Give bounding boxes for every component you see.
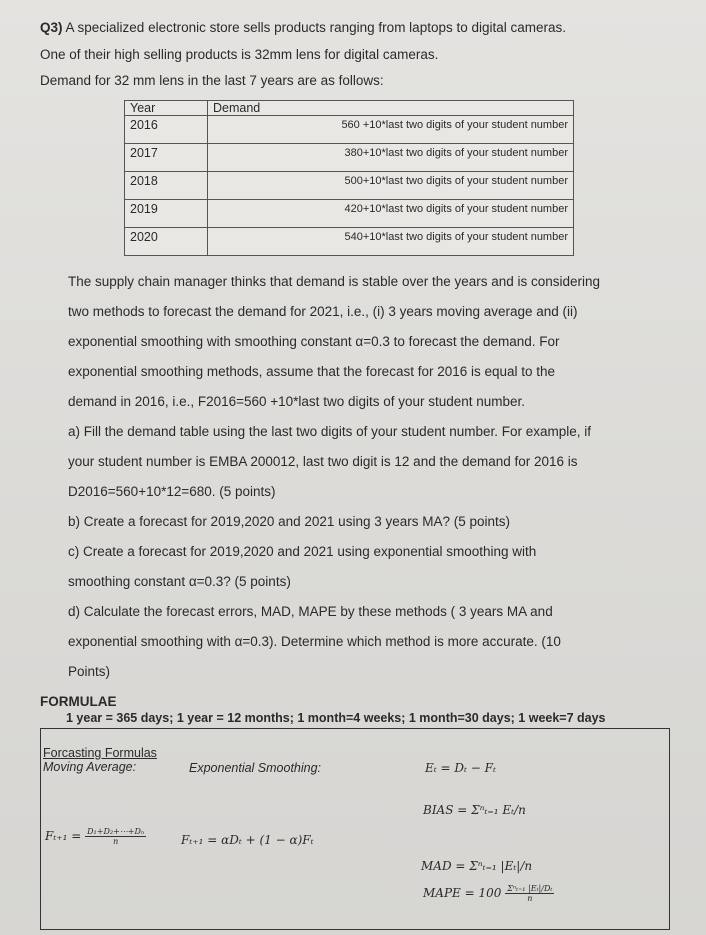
part-a-line-3: D2016=560+10*12=680. (5 points) — [68, 484, 276, 499]
table-row — [125, 200, 574, 228]
part-c-line-2: smoothing constant α=0.3? (5 points) — [68, 574, 291, 589]
moving-average-formula — [45, 827, 146, 846]
question-line-3: Demand for 32 mm lens in the last 7 years are as follows: — [40, 73, 384, 88]
question-line-1 — [40, 20, 566, 35]
demand-cell: 380+10*last two digits of your student number — [208, 144, 574, 172]
error-formula: Eₜ = Dₜ − Fₜ — [425, 761, 496, 775]
mape-left: MAPE = 100 — [423, 886, 502, 900]
forecasting-formulas-title: Forcasting Formulas — [43, 746, 157, 760]
year-cell: 2019 — [125, 200, 208, 228]
year-cell: 2020 — [125, 228, 208, 256]
mape-numerator: Σⁿₜ₌₁ |Eₜ|/Dₜ — [507, 884, 553, 893]
year-cell: 2016 — [125, 116, 208, 144]
table-header-row — [125, 101, 574, 116]
demand-cell: 420+10*last two digits of your student number — [208, 200, 574, 228]
part-d-line-3: Points) — [68, 664, 111, 679]
part-c-line-1: c) Create a forecast for 2019,2020 and 2021 using exponential smoothing with — [68, 544, 537, 559]
header-demand: Demand — [208, 101, 574, 116]
body-paragraph-1: The supply chain manager thinks that demand is stable over the years and is considering — [68, 274, 601, 289]
table-row — [125, 144, 574, 172]
body-paragraph-2: two methods to forecast the demand for 2021, i.e., (i) 3 years moving average and (ii) — [68, 304, 578, 319]
part-a-line-1: a) Fill the demand table using the last two digits of your student number. For example, if — [68, 424, 592, 439]
ma-numerator: D₁+D₂+⋯+Dₙ — [87, 827, 145, 836]
body-paragraph-5: demand in 2016, i.e., F2016=560 +10*last two digits of your student number. — [68, 394, 526, 409]
moving-average-label: Moving Average: — [43, 760, 137, 774]
mape-fraction — [505, 884, 554, 903]
mape-formula — [423, 884, 554, 903]
ma-left: Fₜ₊₁ = — [45, 829, 82, 843]
mad-formula: MAD = Σⁿₜ₌₁ |Eₜ|/n — [421, 859, 533, 873]
question-number: Q3) — [40, 20, 63, 35]
demand-cell: 500+10*last two digits of your student number — [208, 172, 574, 200]
part-a-line-2: your student number is EMBA 200012, last two digit is 12 and the demand for 2016 is — [68, 454, 578, 469]
body-paragraph-3: exponential smoothing with smoothing constant α=0.3 to forecast the demand. For — [68, 334, 560, 349]
demand-cell: 560 +10*last two digits of your student number — [208, 116, 574, 144]
question-line-2: One of their high selling products is 32mm lens for digital cameras. — [40, 47, 439, 62]
unit-conversions: 1 year = 365 days; 1 year = 12 months; 1 month=4 weeks; 1 month=30 days; 1 week=7 days — [66, 711, 606, 725]
exponential-smoothing-label: Exponential Smoothing: — [189, 761, 322, 775]
body-paragraph-4: exponential smoothing methods, assume that the forecast for 2016 is equal to the — [68, 364, 556, 379]
demand-table — [124, 100, 574, 256]
part-b-line-1: b) Create a forecast for 2019,2020 and 2021 using 3 years MA? (5 points) — [68, 514, 511, 529]
ma-fraction — [85, 827, 146, 846]
table-row — [125, 228, 574, 256]
year-cell: 2018 — [125, 172, 208, 200]
table-row — [125, 116, 574, 144]
part-d-line-1: d) Calculate the forecast errors, MAD, MAPE by these methods ( 3 years MA and — [68, 604, 553, 619]
part-d-line-2: exponential smoothing with α=0.3). Determine which method is more accurate. (10 — [68, 634, 561, 649]
mape-denominator: n — [527, 894, 533, 903]
header-year: Year — [125, 101, 208, 116]
exp-smoothing-formula: Fₜ₊₁ = αDₜ + (1 − α)Fₜ — [181, 833, 314, 847]
ma-denominator: n — [113, 837, 119, 846]
formula-box — [40, 728, 670, 930]
bias-formula: BIAS = Σⁿₜ₌₁ Eₜ/n — [423, 803, 526, 817]
formulae-heading: FORMULAE — [40, 694, 117, 709]
table-row — [125, 172, 574, 200]
question-text-1: A specialized electronic store sells products ranging from laptops to digital cameras. — [62, 20, 567, 35]
demand-cell: 540+10*last two digits of your student number — [208, 228, 574, 256]
year-cell: 2017 — [125, 144, 208, 172]
